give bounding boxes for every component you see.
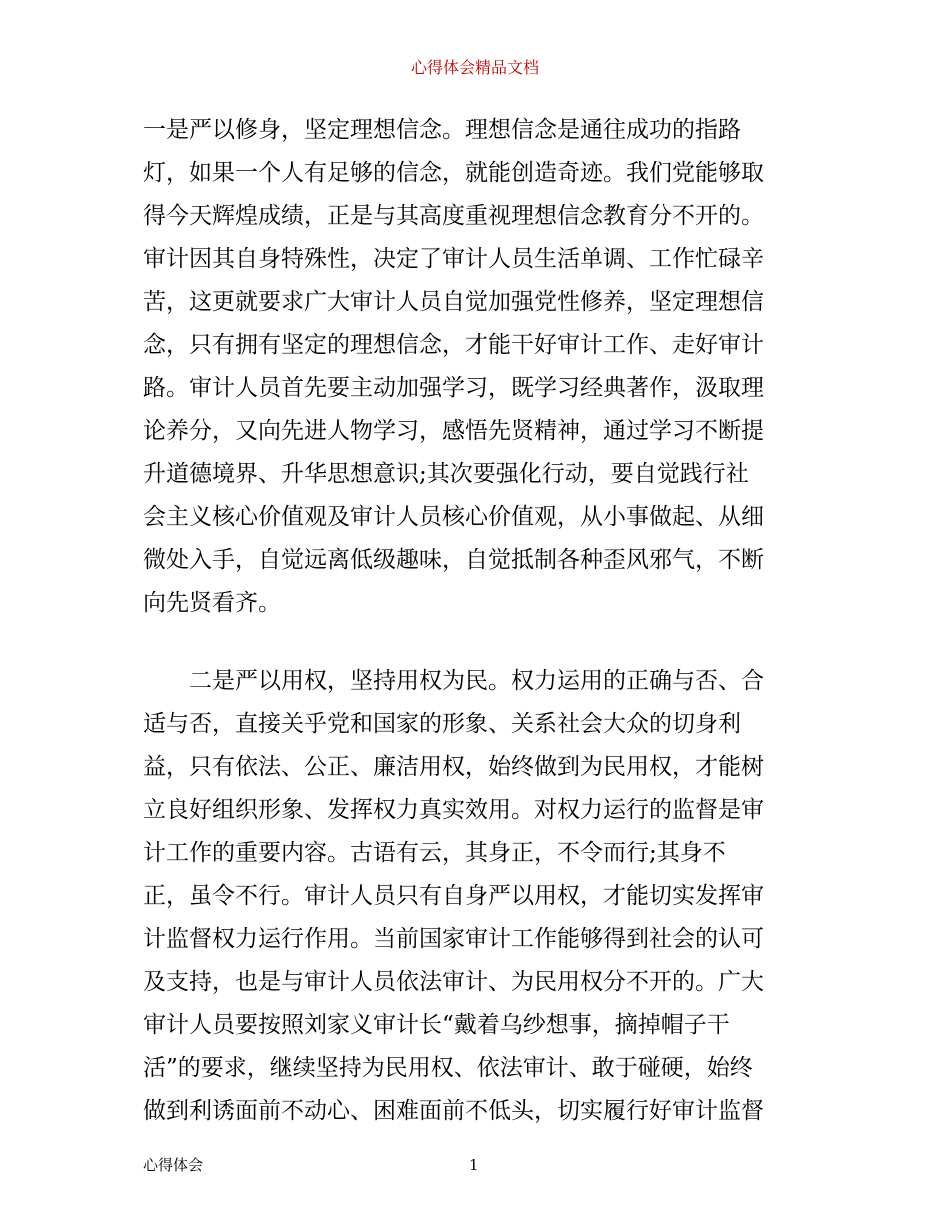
text-line: 审计因其自身特殊性，决定了审计人员生活单调、工作忙碌辛: [143, 246, 764, 272]
text-line: 做到利诱面前不动心、困难面前不低头，切实履行好审计监督: [143, 1098, 764, 1124]
footer-label: 心得体会: [143, 1156, 204, 1174]
text-line: 计工作的重要内容。古语有云，其身正，不令而行;其身不: [143, 840, 726, 866]
text-line: 灯，如果一个人有足够的信念，就能创造奇迹。我们党能够取: [143, 160, 764, 186]
text-line: 会主义核心价值观及审计人员核心价值观，从小事做起、从细: [143, 504, 764, 530]
text-line: 二是严以用权，坚持用权为民。权力运用的正确与否、合: [143, 668, 764, 694]
text-line: 论养分，又向先进人物学习，感悟先贤精神，通过学习不断提: [143, 418, 764, 444]
text-line: 向先贤看齐。: [143, 590, 281, 616]
text-line: 计监督权力运行作用。当前国家审计工作能够得到社会的认可: [143, 926, 764, 952]
paragraph-2: [143, 660, 813, 1133]
text-line: 正，虽令不行。审计人员只有自身严以用权，才能切实发挥审: [143, 883, 764, 909]
text-line: 审计人员要按照刘家义审计长“戴着乌纱想事，摘掉帽子干: [143, 1012, 730, 1038]
text-line: 益，只有依法、公正、廉洁用权，始终做到为民用权，才能树: [143, 754, 764, 780]
text-line: 适与否，直接关乎党和国家的形象、关系社会大众的切身利: [143, 711, 741, 737]
text-line: 一是严以修身，坚定理想信念。理想信念是通往成功的指路: [143, 117, 741, 143]
page-number: 1: [469, 1156, 479, 1174]
document-header: 心得体会精品文档: [410, 58, 539, 77]
paragraph-1: [143, 109, 813, 625]
text-line: 苦，这更就要求广大审计人员自觉加强党性修养，坚定理想信: [143, 289, 764, 315]
text-line: 路。审计人员首先要主动加强学习，既学习经典著作，汲取理: [143, 375, 764, 401]
text-line: 升道德境界、升华思想意识;其次要强化行动，要自觉践行社: [143, 461, 749, 487]
text-line: 念，只有拥有坚定的理想信念，才能干好审计工作、走好审计: [143, 332, 764, 358]
text-line: 活”的要求，继续坚持为民用权、依法审计、敢于碰硬，始终: [143, 1055, 753, 1081]
text-line: 及支持，也是与审计人员依法审计、为民用权分不开的。广大: [143, 969, 764, 995]
text-line: 立良好组织形象、发挥权力真实效用。对权力运行的监督是审: [143, 797, 764, 823]
text-line: 得今天辉煌成绩，正是与其高度重视理想信念教育分不开的。: [143, 203, 764, 229]
text-line: 微处入手，自觉远离低级趣味，自觉抵制各种歪风邪气，不断: [143, 547, 764, 573]
